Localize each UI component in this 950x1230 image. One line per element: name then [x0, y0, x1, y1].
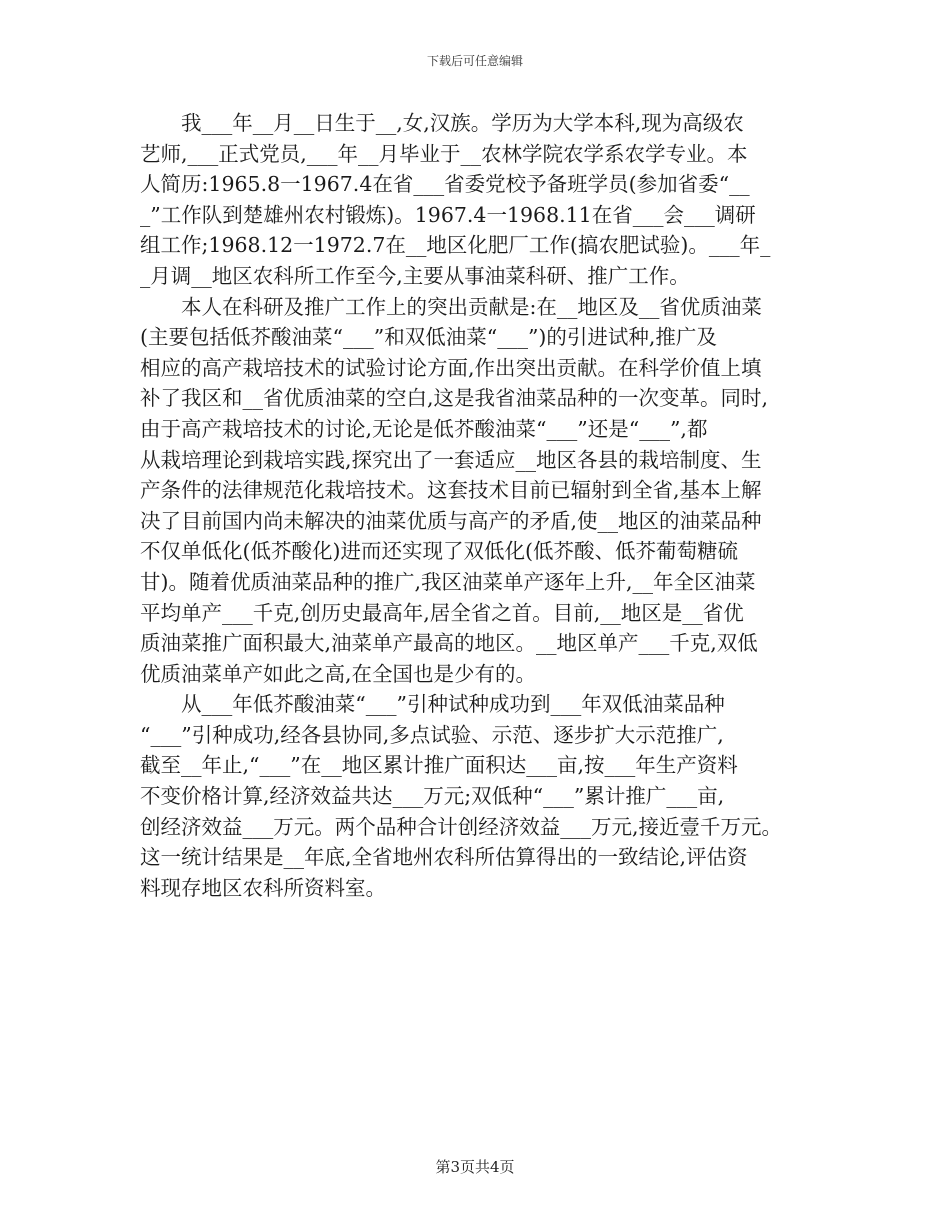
document-body: [140, 108, 822, 903]
page-header: 下载后可任意编辑: [426, 54, 523, 68]
paragraph-resume: 我___年__月__日生于__,女,汉族。学历为大学本科,现为高级农 艺师,___正式党员,___年__月毕业于__农林学院农学系农学专业。本 人简历:1965.8一1967.4在省___省委党校予备班学员(参加省委“__ _”工作队到楚雄州农村锻炼)。1967.4一1968.11在省___会___调研 组工作;1968.12一1972.7在__地区化肥厂工作(搞农肥试验)。___年_ _月调__地区农科所工作至今,主要从事油菜科研、推广工作。: [140, 111, 771, 288]
paragraph-benefit: 从___年低芥酸油菜“___”引种试种成功到___年双低油菜品种 “___”引种成功,经各县协同,多点试验、示范、逐步扩大示范推广, 截至__年止,“___”在__地区累计推广面积达___亩,按___年生产资料 不变价格计算,经济效益共达___万元;双低种“___”累计推广___亩, 创经济效益___万元。两个品种合计创经济效益___万元,接近壹千万元。 这一统计结果是__年底,全省地州农科所估算得出的一致结论,评估资 料现存地区农科所资料室。: [140, 692, 783, 900]
paragraph-contribution: 本人在科研及推广工作上的突出贡献是:在__地区及__省优质油菜 (主要包括低芥酸油菜“___”和双低油菜“___”)的引进试种,推广及 相应的高产栽培技术的试验讨论方面,作出突出贡献。在科学价值上填 补了我区和__省优质油菜的空白,这是我省油菜品种的一次变革。同时, 由于高产栽培技术的讨论,无论是低芥酸油菜“___”还是“___”,都 从栽培理论到栽培实践,探究出了一套适应__地区各县的栽培制度、生 产条件的法律规范化栽培技术。这套技术目前已辐射到全省,基本上解 决了目前国内尚未解决的油菜优质与高产的矛盾,使__地区的油菜品种 不仅单低化(低芥酸化)进而还实现了双低化(低芥酸、低芥葡萄糖硫 甘)。随着优质油菜品种的推广,我区油菜单产逐年上升,__年全区油菜 平均单产___千克,创历史最高年,居全省之首。目前,__地区是__省优 质油菜推广面积最大,油菜单产最高的地区。__地区单产___千克,双低 优质油菜单产如此之高,在全国也是少有的。: [140, 294, 769, 686]
page-footer: 第3页共4页: [435, 1158, 515, 1176]
